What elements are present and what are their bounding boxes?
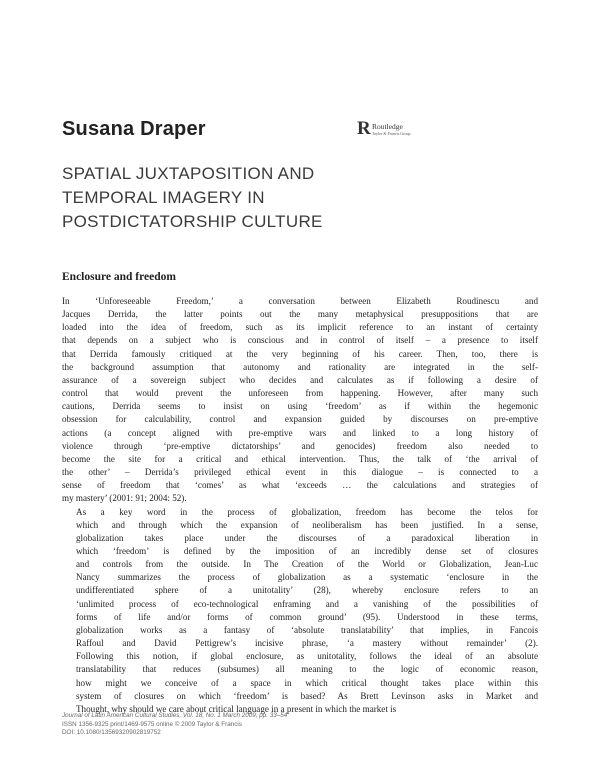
publisher-subtitle: Taylor & Francis Group — [372, 130, 411, 136]
text-line: cautions, Derrida seems to insist on using ‘freedom’ as if within the hegemonic — [62, 401, 538, 412]
title-line: TEMPORAL IMAGERY IN — [62, 188, 265, 207]
journal-citation: Journal of Latin American Cultural Studies, Vol. 18, No. 1 March 2009, pp. 33–54 — [62, 712, 288, 719]
text-line: Raffoul and David Pettigrew’s incisive phrase, ‘a mastery without remainder’ (2). — [76, 638, 538, 649]
title-line: SPATIAL JUXTAPOSITION AND — [62, 164, 315, 183]
issn-line: ISSN 1356-9325 print/1469-9575 online © 2009 Taylor & Francis — [62, 720, 242, 728]
paragraph-2 — [62, 506, 538, 717]
text-line: Following this notion, if global enclosure, as unitotality, follows the ideal of an absolute — [76, 651, 538, 662]
text-line: translatability that reduces (subsumes) all meaning to the logic of economic reason, — [76, 664, 538, 675]
text-line: which and through which the expansion of neoliberalism has been justified. In a sense, — [76, 519, 538, 530]
routledge-logo-icon: R — [357, 118, 371, 139]
text-line: undifferentiated sphere of a unitotality’ (28), whereby enclosure refers to an — [76, 585, 538, 596]
text-line: that depends on a subject who is conscious and in control of itself – a presence to itself — [62, 335, 538, 346]
text-line: how might we conceive of a space in which critical thought takes place within this — [76, 677, 538, 688]
text-line: globalization works as a fantasy of ‘absolute translatability’ that implies, in Fancois — [76, 624, 538, 635]
publisher-name: Routledge — [372, 121, 403, 131]
text-line: and controls from the outside. In The Creation of the World or Globalization, Jean-Luc — [76, 559, 538, 570]
text-line: globalization takes place under the discourses of a paradoxical liberation in — [76, 532, 538, 543]
text-line: Nancy summarizes the process of globalization as a systematic ‘enclosure in the — [76, 572, 538, 583]
text-line: As a key word in the process of globalization, freedom has become the telos for — [76, 506, 538, 517]
text-line: loaded into the idea of freedom, such as its implicit reference to an instant of certainty — [62, 322, 538, 333]
text-line: In ‘Unforeseeable Freedom,’ a conversation between Elizabeth Roudinescu and — [62, 296, 538, 306]
author-name: Susana Draper — [62, 118, 206, 140]
text-line: assurance of a sovereign subject who decides and calculates as if following a desire of — [62, 374, 538, 385]
article-body — [62, 295, 538, 716]
text-line: system of closures on which ‘freedom’ is based? As Brett Levinson asks in Market and — [76, 690, 538, 701]
text-line: sense of freedom that ‘comes’ as what ‘exceeds … the calculations and strategies of — [62, 480, 538, 491]
text-line: obsession for calculability, control and expansion guided by discourses on pre-emptive — [62, 414, 538, 425]
page-footer — [62, 712, 442, 738]
text-line: control that would prevent the unforeseen from happening. However, after many such — [62, 388, 538, 399]
section-heading: Enclosure and freedom — [62, 271, 176, 283]
text-line: the background assumption that autonomy and rationality are integrated in the self- — [62, 361, 538, 372]
text-line: that Derrida famously critiqued at the very beginning of his career. Then, too, there is — [62, 348, 538, 359]
text-line: actions (a concept aligned with pre-emptive wars and linked to a long history of — [62, 427, 538, 438]
doi-line: DOI: 10.1080/13569320902819752 — [62, 729, 161, 737]
article-title — [62, 162, 362, 234]
title-line: POSTDICTATORSHIP CULTURE — [62, 212, 323, 231]
text-line: which ‘freedom’ is defined by the imposition of an incredibly dense set of closures — [76, 545, 538, 556]
text-line: forms of life and/or forms of common ground’ (95). Understood in these terms, — [76, 611, 538, 622]
text-line: Jacques Derrida, the latter points out the many metaphysical presuppositions that are — [62, 309, 538, 320]
text-line: Thought, why should we care about critical language in a present in which the market is — [76, 703, 397, 714]
text-line: my mastery’ (2001: 91; 2004: 52). — [62, 493, 187, 504]
publisher-logo — [357, 118, 411, 140]
text-line: ‘unlimited process of eco-technological enframing and a vanishing of the possibilities of — [76, 598, 538, 609]
paragraph-1 — [62, 295, 538, 506]
text-line: become the site for a critical and ethical intervention. Thus, the talk of ‘the arrival of — [62, 453, 538, 464]
text-line: the other’ – Derrida’s privileged ethical event in this dialogue – is connected to a — [62, 467, 538, 478]
text-line: violence through ‘pre-emptive dictatorships’ and genocides) freedom also needed to — [62, 440, 538, 451]
